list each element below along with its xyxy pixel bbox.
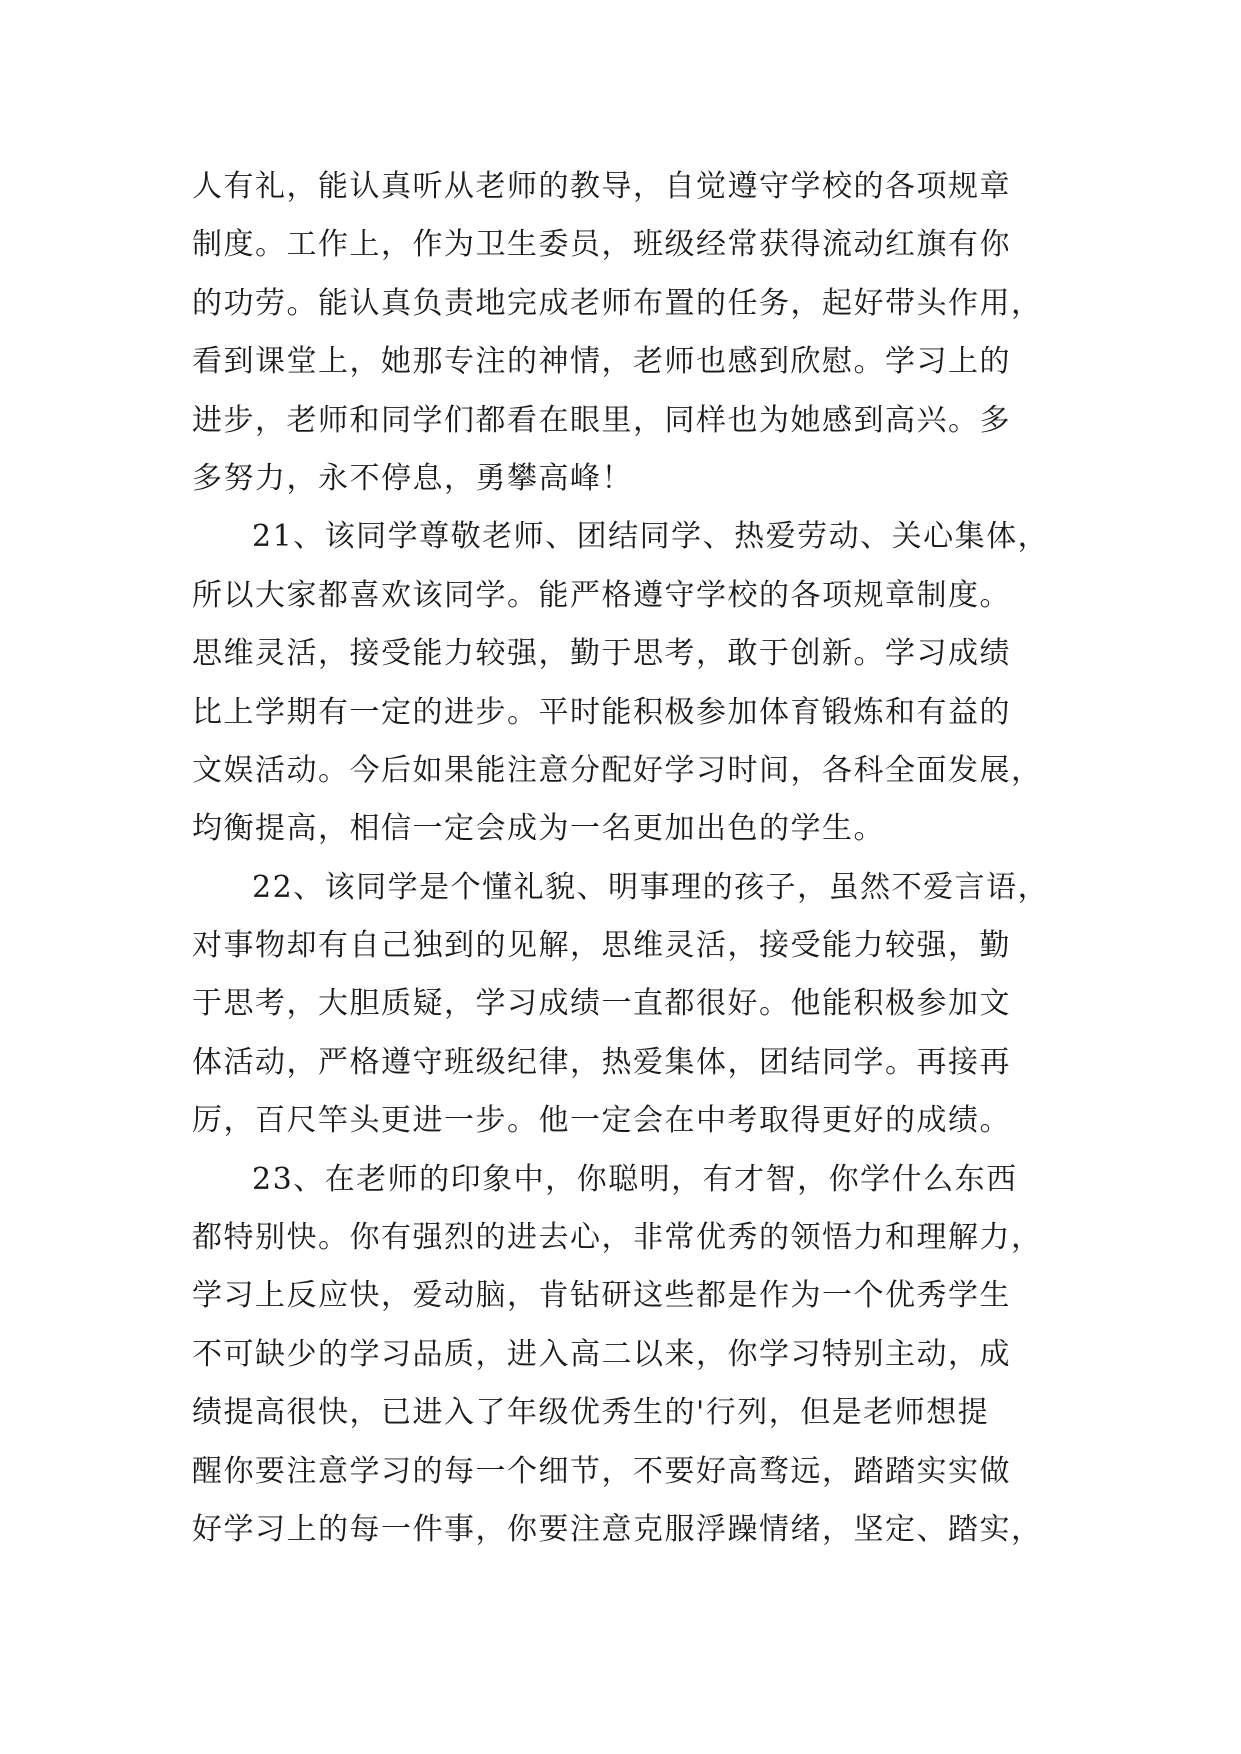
- text-line: 进步，老师和同学们都看在眼里，同样也为她感到高兴。多: [192, 402, 1011, 438]
- text-line: 绩提高很快，已进入了年级优秀生的'行列，但是老师想提: [192, 1395, 990, 1431]
- text-line: 制度。工作上，作为卫生委员，班级经常获得流动红旗有你: [192, 227, 1011, 263]
- text-line: 学习上反应快，爱动脑，肯钻研这些都是作为一个优秀学生: [192, 1278, 1011, 1314]
- text-line: 均衡提高，相信一定会成为一名更加出色的学生。: [192, 811, 885, 847]
- text-line: 文娱活动。今后如果能注意分配好学习时间，各科全面发展，: [192, 752, 1043, 788]
- paragraph-21-start: 21、该同学尊敬老师、团结同学、热爱劳动、关心集体，: [252, 519, 1050, 555]
- document-body: [192, 158, 1072, 1559]
- paragraph-22-start: 22、该同学是个懂礼貌、明事理的孩子，虽然不爱言语，: [252, 869, 1050, 905]
- text-line: 都特别快。你有强烈的进去心，非常优秀的领悟力和理解力，: [192, 1220, 1043, 1256]
- text-line: 多努力，永不停息，勇攀高峰！: [192, 460, 633, 496]
- text-line: 所以大家都喜欢该同学。能严格遵守学校的各项规章制度。: [192, 577, 1011, 613]
- text-line: 不可缺少的学习品质，进入高二以来，你学习特别主动，成: [192, 1336, 1011, 1372]
- text-line: 好学习上的每一件事，你要注意克服浮躁情绪，坚定、踏实，: [192, 1511, 1043, 1547]
- text-line: 思维灵活，接受能力较强，勤于思考，敢于创新。学习成绩: [192, 636, 1011, 672]
- paragraph-23-start: 23、在老师的印象中，你聪明，有才智，你学什么东西: [252, 1161, 1018, 1197]
- text-line: 的功劳。能认真负责地完成老师布置的任务，起好带头作用，: [192, 285, 1043, 321]
- text-line: 人有礼，能认真听从老师的教导，自觉遵守学校的各项规章: [192, 169, 1011, 204]
- text-line: 厉，百尺竿头更进一步。他一定会在中考取得更好的成绩。: [192, 1103, 1011, 1139]
- text-line: 对事物却有自己独到的见解，思维灵活，接受能力较强，勤: [192, 928, 1011, 964]
- text-line: 比上学期有一定的进步。平时能积极参加体育锻炼和有益的: [192, 694, 1011, 730]
- text-line: 看到课堂上，她那专注的神情，老师也感到欣慰。学习上的: [192, 344, 1011, 380]
- text-line: 醒你要注意学习的每一个细节，不要好高骛远，踏踏实实做: [192, 1453, 1011, 1489]
- text-line: 于思考，大胆质疑，学习成绩一直都很好。他能积极参加文: [192, 986, 1011, 1022]
- text-line: 体活动，严格遵守班级纪律，热爱集体，团结同学。再接再: [192, 1044, 1011, 1080]
